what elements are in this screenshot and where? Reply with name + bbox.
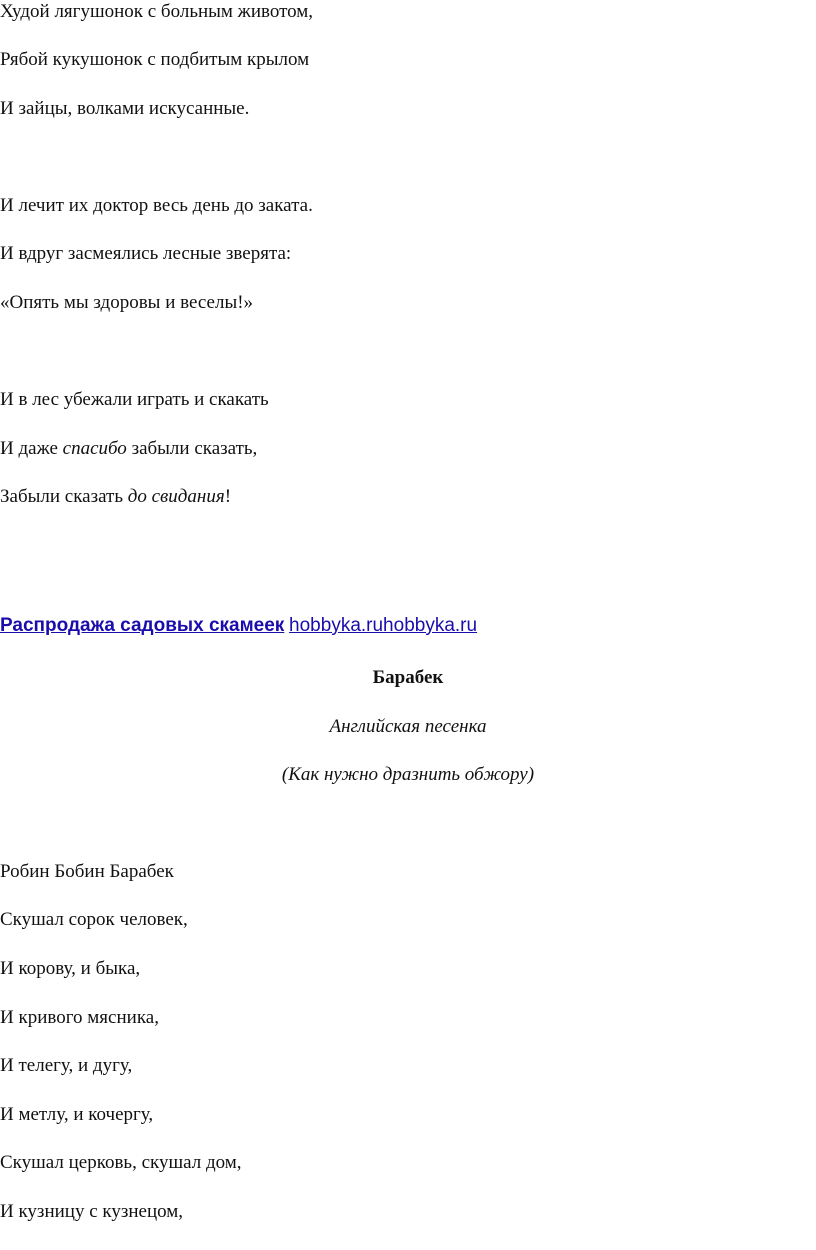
poem-line-9-post: ! bbox=[224, 486, 232, 507]
poem-line-9-pre: Забыли сказать bbox=[0, 486, 128, 507]
poem-line-2: Рябой кукушонок с подбитым крылом bbox=[0, 49, 310, 70]
poem-line-8 bbox=[0, 437, 257, 461]
ad-line bbox=[0, 614, 477, 638]
poem2-line-3: И корову, и быка, bbox=[0, 958, 141, 979]
poem-line-9 bbox=[0, 485, 231, 509]
poem-note: (Как нужно дразнить обжору) bbox=[281, 764, 535, 785]
poem-subtitle: Английская песенка bbox=[329, 716, 487, 737]
poem-line-8-emphasis: спасибо bbox=[62, 438, 127, 459]
poem-line-1: Худой лягушонок с больным животом, bbox=[0, 1, 314, 22]
poem2-line-2: Скушал сорок человек, bbox=[0, 909, 188, 930]
poem2-line-4: И кривого мясника, bbox=[0, 1007, 159, 1028]
poem2-line-8: И кузницу с кузнецом, bbox=[0, 1201, 184, 1222]
poem-line-8-post: забыли сказать, bbox=[126, 438, 258, 459]
poem2-line-7: Скушал церковь, скушал дом, bbox=[0, 1152, 242, 1173]
poem-line-8-pre: И даже bbox=[0, 438, 63, 459]
poem-title: Барабек bbox=[372, 667, 444, 688]
poem2-line-5: И телегу, и дугу, bbox=[0, 1055, 133, 1076]
ad-link[interactable]: Распродажа садовых скамеек bbox=[0, 615, 285, 636]
poem-line-5: И вдруг засмеялись лесные зверята: bbox=[0, 243, 292, 264]
poem-line-4: И лечит их доктор весь день до заката. bbox=[0, 195, 313, 216]
poem-line-6: «Опять мы здоровы и веселы!» bbox=[0, 292, 254, 313]
ad-domain-link[interactable]: hobbyka.ruhobbyka.ru bbox=[289, 615, 478, 636]
poem2-line-1: Робин Бобин Барабек bbox=[0, 861, 174, 882]
poem2-line-6: И метлу, и кочергу, bbox=[0, 1104, 154, 1125]
poem-line-3: И зайцы, волками искусанные. bbox=[0, 98, 250, 119]
poem-line-9-emphasis: до свидания bbox=[127, 486, 225, 507]
poem-line-7: И в лес убежали играть и скакать bbox=[0, 389, 269, 410]
